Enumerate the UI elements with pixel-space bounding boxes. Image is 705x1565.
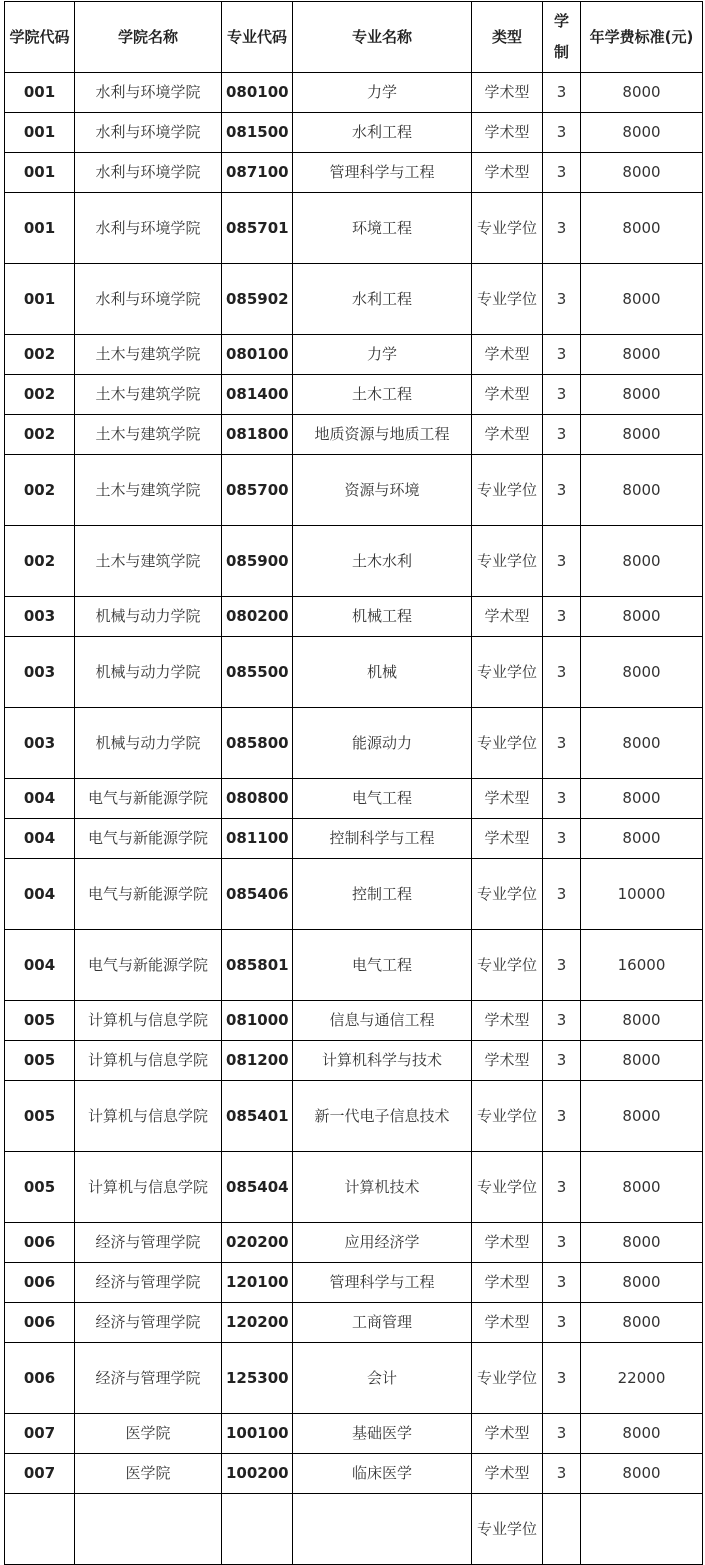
cell-college-name: 土木与建筑学院 xyxy=(75,335,222,375)
cell-major-code xyxy=(222,1494,293,1565)
cell-college-name: 经济与管理学院 xyxy=(75,1303,222,1343)
cell-annual-fee: 8000 xyxy=(581,779,703,819)
cell-type: 专业学位 xyxy=(472,708,543,779)
cell-duration: 3 xyxy=(543,1081,581,1152)
cell-college-code: 007 xyxy=(5,1414,75,1454)
cell-annual-fee: 8000 xyxy=(581,1041,703,1081)
cell-annual-fee: 8000 xyxy=(581,455,703,526)
table-row xyxy=(5,637,703,708)
cell-major-name: 土木水利 xyxy=(293,526,472,597)
cell-duration: 3 xyxy=(543,73,581,113)
cell-type: 专业学位 xyxy=(472,637,543,708)
cell-major-code: 080100 xyxy=(222,335,293,375)
cell-major-code: 120100 xyxy=(222,1263,293,1303)
table-row xyxy=(5,113,703,153)
table-row xyxy=(5,1303,703,1343)
cell-annual-fee xyxy=(581,1494,703,1565)
cell-duration: 3 xyxy=(543,819,581,859)
header-duration: 学制 xyxy=(543,2,581,73)
cell-major-name: 机械工程 xyxy=(293,597,472,637)
cell-major-name: 力学 xyxy=(293,73,472,113)
cell-type: 学术型 xyxy=(472,1263,543,1303)
cell-college-code: 005 xyxy=(5,1081,75,1152)
cell-major-name xyxy=(293,1494,472,1565)
cell-annual-fee: 10000 xyxy=(581,859,703,930)
header-college-name: 学院名称 xyxy=(75,2,222,73)
cell-major-name: 土木工程 xyxy=(293,375,472,415)
cell-type: 学术型 xyxy=(472,1041,543,1081)
cell-type: 专业学位 xyxy=(472,455,543,526)
cell-college-name: 土木与建筑学院 xyxy=(75,455,222,526)
table-row xyxy=(5,1041,703,1081)
cell-duration: 3 xyxy=(543,1454,581,1494)
cell-annual-fee: 8000 xyxy=(581,193,703,264)
cell-major-code: 085902 xyxy=(222,264,293,335)
cell-college-name: 水利与环境学院 xyxy=(75,73,222,113)
cell-duration: 3 xyxy=(543,264,581,335)
cell-type: 学术型 xyxy=(472,1414,543,1454)
cell-duration: 3 xyxy=(543,1414,581,1454)
cell-type: 专业学位 xyxy=(472,1494,543,1565)
cell-college-code: 003 xyxy=(5,597,75,637)
cell-type: 学术型 xyxy=(472,335,543,375)
cell-annual-fee: 8000 xyxy=(581,1303,703,1343)
cell-college-code: 002 xyxy=(5,526,75,597)
cell-college-name: 水利与环境学院 xyxy=(75,153,222,193)
cell-college-name: 经济与管理学院 xyxy=(75,1263,222,1303)
header-type: 类型 xyxy=(472,2,543,73)
cell-major-name: 能源动力 xyxy=(293,708,472,779)
cell-college-code: 001 xyxy=(5,73,75,113)
table-row xyxy=(5,1494,703,1565)
cell-college-code: 005 xyxy=(5,1152,75,1223)
cell-duration: 3 xyxy=(543,153,581,193)
cell-duration: 3 xyxy=(543,375,581,415)
cell-college-name: 计算机与信息学院 xyxy=(75,1152,222,1223)
cell-college-name: 土木与建筑学院 xyxy=(75,415,222,455)
table-row xyxy=(5,526,703,597)
cell-major-name: 计算机科学与技术 xyxy=(293,1041,472,1081)
cell-annual-fee: 8000 xyxy=(581,1263,703,1303)
cell-college-code: 001 xyxy=(5,193,75,264)
cell-major-code: 120200 xyxy=(222,1303,293,1343)
cell-duration: 3 xyxy=(543,113,581,153)
cell-type: 学术型 xyxy=(472,113,543,153)
cell-duration: 3 xyxy=(543,779,581,819)
cell-major-name: 基础医学 xyxy=(293,1414,472,1454)
cell-major-name: 资源与环境 xyxy=(293,455,472,526)
cell-college-name: 土木与建筑学院 xyxy=(75,375,222,415)
cell-major-code: 081500 xyxy=(222,113,293,153)
cell-annual-fee: 8000 xyxy=(581,1001,703,1041)
cell-major-name: 电气工程 xyxy=(293,930,472,1001)
header-college-code: 学院代码 xyxy=(5,2,75,73)
cell-type: 学术型 xyxy=(472,819,543,859)
cell-annual-fee: 8000 xyxy=(581,1414,703,1454)
cell-college-code: 001 xyxy=(5,264,75,335)
cell-duration: 3 xyxy=(543,1001,581,1041)
cell-college-name: 经济与管理学院 xyxy=(75,1223,222,1263)
cell-duration: 3 xyxy=(543,1303,581,1343)
cell-major-name: 控制工程 xyxy=(293,859,472,930)
table-row xyxy=(5,859,703,930)
cell-major-code: 100200 xyxy=(222,1454,293,1494)
cell-major-code: 085404 xyxy=(222,1152,293,1223)
cell-major-name: 环境工程 xyxy=(293,193,472,264)
cell-type: 学术型 xyxy=(472,153,543,193)
cell-college-code: 004 xyxy=(5,859,75,930)
cell-major-code: 085801 xyxy=(222,930,293,1001)
cell-college-name: 水利与环境学院 xyxy=(75,113,222,153)
table-row xyxy=(5,375,703,415)
cell-college-name: 水利与环境学院 xyxy=(75,193,222,264)
cell-major-code: 081800 xyxy=(222,415,293,455)
cell-college-name: 医学院 xyxy=(75,1414,222,1454)
cell-college-code: 003 xyxy=(5,708,75,779)
cell-major-name: 信息与通信工程 xyxy=(293,1001,472,1041)
cell-college-name: 电气与新能源学院 xyxy=(75,819,222,859)
cell-major-code: 080200 xyxy=(222,597,293,637)
cell-major-code: 100100 xyxy=(222,1414,293,1454)
cell-duration: 3 xyxy=(543,708,581,779)
cell-college-code: 005 xyxy=(5,1041,75,1081)
header-major-name: 专业名称 xyxy=(293,2,472,73)
cell-major-name: 力学 xyxy=(293,335,472,375)
cell-college-name: 水利与环境学院 xyxy=(75,264,222,335)
cell-college-name: 医学院 xyxy=(75,1454,222,1494)
cell-college-code: 006 xyxy=(5,1263,75,1303)
cell-duration: 3 xyxy=(543,526,581,597)
table-row xyxy=(5,73,703,113)
cell-college-code: 006 xyxy=(5,1303,75,1343)
cell-college-name: 电气与新能源学院 xyxy=(75,779,222,819)
cell-major-code: 081200 xyxy=(222,1041,293,1081)
table-row xyxy=(5,1454,703,1494)
header-row xyxy=(5,2,703,73)
cell-college-code: 004 xyxy=(5,930,75,1001)
cell-major-name: 计算机技术 xyxy=(293,1152,472,1223)
header-major-code: 专业代码 xyxy=(222,2,293,73)
cell-college-name xyxy=(75,1494,222,1565)
cell-college-name: 机械与动力学院 xyxy=(75,597,222,637)
cell-annual-fee: 8000 xyxy=(581,153,703,193)
cell-college-code: 006 xyxy=(5,1343,75,1414)
cell-type: 专业学位 xyxy=(472,930,543,1001)
cell-annual-fee: 8000 xyxy=(581,73,703,113)
cell-type: 学术型 xyxy=(472,1303,543,1343)
cell-major-code: 080100 xyxy=(222,73,293,113)
cell-major-code: 080800 xyxy=(222,779,293,819)
cell-type: 专业学位 xyxy=(472,526,543,597)
table-row xyxy=(5,193,703,264)
cell-college-code: 005 xyxy=(5,1001,75,1041)
cell-college-code: 007 xyxy=(5,1454,75,1494)
cell-college-name: 计算机与信息学院 xyxy=(75,1081,222,1152)
cell-college-name: 经济与管理学院 xyxy=(75,1343,222,1414)
cell-major-code: 081100 xyxy=(222,819,293,859)
cell-major-name: 新一代电子信息技术 xyxy=(293,1081,472,1152)
cell-duration: 3 xyxy=(543,930,581,1001)
cell-college-name: 机械与动力学院 xyxy=(75,637,222,708)
cell-college-code: 002 xyxy=(5,335,75,375)
table-row xyxy=(5,597,703,637)
cell-type: 学术型 xyxy=(472,1454,543,1494)
cell-major-code: 020200 xyxy=(222,1223,293,1263)
table-row xyxy=(5,930,703,1001)
table-row xyxy=(5,335,703,375)
cell-duration: 3 xyxy=(543,1343,581,1414)
cell-annual-fee: 8000 xyxy=(581,264,703,335)
table-row xyxy=(5,264,703,335)
cell-major-name: 管理科学与工程 xyxy=(293,153,472,193)
cell-major-code: 085800 xyxy=(222,708,293,779)
table-row xyxy=(5,1223,703,1263)
table-row xyxy=(5,153,703,193)
cell-college-code: 003 xyxy=(5,637,75,708)
table-row xyxy=(5,415,703,455)
cell-type: 学术型 xyxy=(472,1223,543,1263)
cell-type: 学术型 xyxy=(472,1001,543,1041)
cell-college-code: 002 xyxy=(5,375,75,415)
cell-major-name: 临床医学 xyxy=(293,1454,472,1494)
cell-college-name: 电气与新能源学院 xyxy=(75,930,222,1001)
cell-major-name: 水利工程 xyxy=(293,264,472,335)
cell-college-name: 计算机与信息学院 xyxy=(75,1041,222,1081)
cell-duration xyxy=(543,1494,581,1565)
cell-college-code xyxy=(5,1494,75,1565)
table-row xyxy=(5,779,703,819)
cell-major-name: 水利工程 xyxy=(293,113,472,153)
table-row xyxy=(5,1414,703,1454)
cell-annual-fee: 8000 xyxy=(581,113,703,153)
cell-major-name: 会计 xyxy=(293,1343,472,1414)
cell-major-name: 机械 xyxy=(293,637,472,708)
cell-major-code: 081400 xyxy=(222,375,293,415)
cell-annual-fee: 8000 xyxy=(581,637,703,708)
cell-college-code: 004 xyxy=(5,819,75,859)
cell-college-code: 002 xyxy=(5,455,75,526)
cell-type: 专业学位 xyxy=(472,1343,543,1414)
cell-type: 学术型 xyxy=(472,375,543,415)
cell-annual-fee: 8000 xyxy=(581,415,703,455)
cell-duration: 3 xyxy=(543,335,581,375)
cell-annual-fee: 8000 xyxy=(581,526,703,597)
cell-annual-fee: 8000 xyxy=(581,335,703,375)
cell-annual-fee: 8000 xyxy=(581,597,703,637)
cell-duration: 3 xyxy=(543,415,581,455)
cell-duration: 3 xyxy=(543,455,581,526)
table-row xyxy=(5,1343,703,1414)
cell-annual-fee: 16000 xyxy=(581,930,703,1001)
cell-type: 专业学位 xyxy=(472,264,543,335)
cell-major-name: 电气工程 xyxy=(293,779,472,819)
cell-type: 专业学位 xyxy=(472,1152,543,1223)
cell-annual-fee: 8000 xyxy=(581,1081,703,1152)
table-row xyxy=(5,1263,703,1303)
cell-college-code: 001 xyxy=(5,153,75,193)
cell-major-name: 控制科学与工程 xyxy=(293,819,472,859)
table-body xyxy=(5,73,703,1565)
cell-major-code: 085900 xyxy=(222,526,293,597)
cell-type: 专业学位 xyxy=(472,1081,543,1152)
cell-type: 学术型 xyxy=(472,597,543,637)
cell-major-code: 085700 xyxy=(222,455,293,526)
table-row xyxy=(5,455,703,526)
cell-college-name: 土木与建筑学院 xyxy=(75,526,222,597)
cell-annual-fee: 8000 xyxy=(581,819,703,859)
cell-major-code: 085401 xyxy=(222,1081,293,1152)
cell-annual-fee: 8000 xyxy=(581,708,703,779)
cell-major-name: 工商管理 xyxy=(293,1303,472,1343)
cell-duration: 3 xyxy=(543,1041,581,1081)
tuition-table xyxy=(4,1,703,1565)
cell-duration: 3 xyxy=(543,859,581,930)
cell-type: 专业学位 xyxy=(472,859,543,930)
fee-table-page xyxy=(0,1,705,1538)
table-row xyxy=(5,708,703,779)
cell-type: 专业学位 xyxy=(472,193,543,264)
cell-college-name: 机械与动力学院 xyxy=(75,708,222,779)
cell-annual-fee: 8000 xyxy=(581,1223,703,1263)
cell-college-code: 004 xyxy=(5,779,75,819)
table-row xyxy=(5,1001,703,1041)
cell-major-code: 087100 xyxy=(222,153,293,193)
cell-major-name: 应用经济学 xyxy=(293,1223,472,1263)
cell-major-code: 081000 xyxy=(222,1001,293,1041)
cell-major-code: 085701 xyxy=(222,193,293,264)
cell-major-code: 125300 xyxy=(222,1343,293,1414)
cell-duration: 3 xyxy=(543,597,581,637)
cell-duration: 3 xyxy=(543,637,581,708)
cell-major-name: 管理科学与工程 xyxy=(293,1263,472,1303)
cell-duration: 3 xyxy=(543,1263,581,1303)
cell-college-name: 电气与新能源学院 xyxy=(75,859,222,930)
cell-major-code: 085406 xyxy=(222,859,293,930)
cell-duration: 3 xyxy=(543,1152,581,1223)
cell-major-name: 地质资源与地质工程 xyxy=(293,415,472,455)
cell-major-code: 085500 xyxy=(222,637,293,708)
cell-college-code: 001 xyxy=(5,113,75,153)
cell-college-code: 002 xyxy=(5,415,75,455)
table-row xyxy=(5,1152,703,1223)
cell-duration: 3 xyxy=(543,1223,581,1263)
header-annual-fee: 年学费标准(元) xyxy=(581,2,703,73)
cell-annual-fee: 22000 xyxy=(581,1343,703,1414)
cell-annual-fee: 8000 xyxy=(581,375,703,415)
cell-college-name: 计算机与信息学院 xyxy=(75,1001,222,1041)
table-row xyxy=(5,1081,703,1152)
cell-annual-fee: 8000 xyxy=(581,1454,703,1494)
cell-type: 学术型 xyxy=(472,779,543,819)
cell-annual-fee: 8000 xyxy=(581,1152,703,1223)
cell-type: 学术型 xyxy=(472,415,543,455)
cell-type: 学术型 xyxy=(472,73,543,113)
table-row xyxy=(5,819,703,859)
cell-college-code: 006 xyxy=(5,1223,75,1263)
cell-duration: 3 xyxy=(543,193,581,264)
